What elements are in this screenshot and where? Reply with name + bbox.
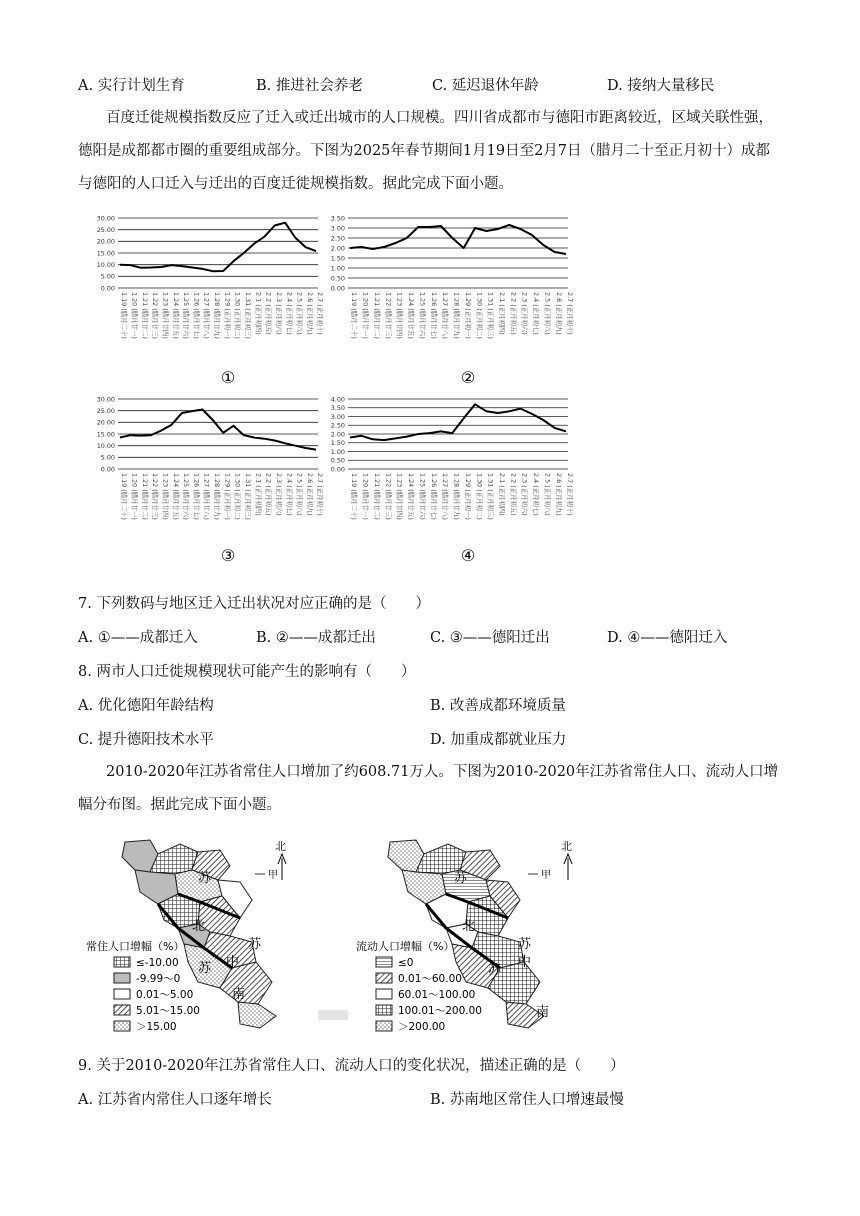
legend-swatch-horiz [376,957,392,967]
x-tick-label: 1.20 (腊月廿一) [130,473,139,520]
q7-option-d: D. ④——德阳迁入 [607,630,728,646]
map-region [238,1002,276,1028]
y-tick-label: 3.00 [330,412,345,421]
x-tick-label: 1.28 (腊月廿九) [213,473,222,520]
x-tick-label: 1.25 (腊月廿六) [182,473,191,520]
right-legend-item-3: 60.01～100.00 [398,989,476,1001]
intro-paragraph-migration: 百度迁徙规模指数反应了迁入或迁出城市的人口规模。四川省成都市与德阳市距离较近，区域关联性强，德阳是成都都市圈的重要组成部分。下图为2025年春节期间1月19日至2月7日（腊月二十至正月初十）成都与德阳的人口迁入与迁出的百度迁徙规模指数。据此完成下面小题。 [78,110,773,192]
left-legend-title: 常住人口增幅（%） [86,940,185,953]
q9-option-a: A. 江苏省内常住人口逐年增长 [78,1092,272,1108]
legend-swatch-grid-r [376,1005,392,1015]
chart-1-panel [86,212,326,387]
y-tick-label: 10.00 [96,260,115,269]
x-tick-label: 1.24 (腊月廿五) [171,292,180,339]
x-tick-label: 2.7 (正月初十) [316,292,325,335]
y-tick-label: 3.00 [330,224,345,233]
x-tick-label: 2.5 (正月初八) [295,473,304,516]
y-tick-label: 20.00 [96,418,115,427]
map-label-su-1-r: 苏 [454,871,468,886]
q7-option-b: B. ②——成都迁出 [256,630,376,646]
x-tick-label: 2.6 (正月初九) [305,292,314,335]
x-tick-label: 1.25 (腊月廿六) [418,473,427,520]
chart-2-panel [316,212,576,387]
y-tick-label: 3.50 [330,214,345,223]
q8-option-c: C. 提升德阳技术水平 [78,732,214,748]
intro-paragraph-jiangsu: 2010-2020年江苏省常住人口增加了约608.71万人。下图为2010-2020年江苏省常住人口、流动人口增幅分布图。据此完成下面小题。 [78,764,779,813]
y-tick-label: 15.00 [96,249,115,258]
x-tick-label: 1.23 (腊月廿四) [395,292,404,339]
y-tick-label: 1.50 [330,439,345,448]
map-label-bei: 北 [192,919,206,934]
x-tick-label: 1.25 (腊月廿六) [418,292,427,339]
y-tick-label: 25.00 [96,225,115,234]
x-tick-label: 1.21 (腊月廿二) [372,292,381,339]
q7-option-c: C. ③——德阳迁出 [430,630,550,646]
y-tick-label: 25.00 [96,406,115,415]
x-tick-label: 1.20 (腊月廿一) [130,292,139,339]
map-label-su-2-r: 苏 [518,937,532,952]
y-tick-label: 2.00 [330,430,345,439]
q6-option-a: A. 实行计划生育 [78,78,185,94]
right-map-floating-population [350,832,590,1032]
map-label-zhong-r: 中 [518,955,532,970]
left-map-resident-population [80,832,320,1032]
x-tick-label: 1.22 (腊月廿三) [151,292,160,339]
y-tick-label: 2.50 [330,234,345,243]
x-tick-label: 2.7 (正月初十) [316,473,325,516]
q7-stem: 7. 下列数码与地区迁入迁出状况对应正确的是（ ） [78,596,430,612]
right-legend-item-1: ≤0 [398,957,414,969]
x-tick-label: 1.27 (腊月廿八) [202,292,211,339]
legend-swatch-diag [114,1005,130,1015]
x-tick-label: 1.28 (腊月廿九) [452,292,461,339]
x-tick-label: 1.29 (正月初一) [463,292,472,339]
x-tick-label: 1.25 (腊月廿六) [182,292,191,339]
x-tick-label: 2.5 (正月初八) [295,292,304,335]
map-region [150,844,198,874]
legend-swatch-gray [114,973,130,983]
x-tick-label: 2.1 (正月初四) [497,473,506,516]
y-tick-label: 0.00 [100,465,115,474]
x-tick-label: 1.30 (正月初二) [475,292,484,339]
x-tick-label: 2.4 (正月初七) [532,473,541,516]
x-tick-label: 1.29 (正月初一) [223,292,232,339]
x-tick-label: 1.31 (正月初三) [243,473,252,520]
map-label-nan-r: 南 [536,1005,550,1020]
x-tick-label: 1.21 (腊月廿二) [372,473,381,520]
x-tick-label: 1.24 (腊月廿五) [407,473,416,520]
series-line [120,410,316,450]
x-tick-label: 1.27 (腊月廿八) [441,473,450,520]
x-tick-label: 2.4 (正月初七) [285,292,294,335]
x-tick-label: 2.2 (正月初五) [509,292,518,335]
x-tick-label: 1.20 (腊月廿一) [361,473,370,520]
right-legend-item-2: 0.01～60.00 [398,973,462,985]
north-label: 北 [275,840,286,853]
chart-number-label: ④ [460,546,476,565]
chart-4-panel [316,393,576,565]
x-tick-label: 2.2 (正月初五) [264,473,273,516]
jia-label-right: 甲 [541,870,551,881]
q8-option-d: D. 加重成都就业压力 [430,732,567,748]
q9-option-b: B. 苏南地区常住人口增速最慢 [430,1092,624,1108]
legend-swatch-dots [114,1021,130,1031]
x-tick-label: 1.29 (正月初一) [223,473,232,520]
y-tick-label: 2.00 [330,244,345,253]
x-tick-label: 2.7 (正月初十) [566,473,575,516]
left-legend [86,939,200,1032]
y-tick-label: 15.00 [96,430,115,439]
x-tick-label: 1.30 (正月初二) [233,292,242,339]
x-tick-label: 1.26 (腊月廿七) [429,473,438,520]
q6-option-c: C. 延迟退休年龄 [432,78,539,94]
q8-stem: 8. 两市人口迁徙规模现状可能产生的影响有（ ） [78,664,416,680]
left-legend-item-3: 0.01～5.00 [136,989,194,1001]
x-tick-label: 1.27 (腊月廿八) [441,292,450,339]
north-arrow-right [561,840,572,880]
map-label-su-3-r: 苏 [488,963,502,978]
x-tick-label: 1.23 (腊月廿四) [161,292,170,339]
x-tick-label: 1.23 (腊月廿四) [161,473,170,520]
x-tick-label: 1.22 (腊月廿三) [384,292,393,339]
x-tick-label: 2.5 (正月初八) [543,473,552,516]
y-tick-label: 10.00 [96,441,115,450]
legend-swatch-dots-r [376,1021,392,1031]
x-tick-label: 1.20 (腊月廿一) [361,292,370,339]
x-tick-label: 1.24 (腊月廿五) [407,292,416,339]
left-legend-item-5: ＞15.00 [136,1021,177,1032]
x-tick-label: 2.6 (正月初九) [305,473,314,516]
x-tick-label: 1.21 (腊月廿二) [140,473,149,520]
chart-3-panel [86,393,326,565]
map-label-nan: 南 [232,987,246,1002]
legend-swatch-grid [114,957,130,967]
chart-number-label: ① [220,368,236,387]
map-label-su-1: 苏 [198,871,212,886]
y-tick-label: 30.00 [96,214,115,223]
x-tick-label: 2.1 (正月初四) [254,473,263,516]
x-tick-label: 1.22 (腊月廿三) [151,473,160,520]
x-tick-label: 1.22 (腊月廿三) [384,473,393,520]
legend-swatch-white-r [376,989,392,999]
y-tick-label: 0.50 [330,274,345,283]
q8-option-b: B. 改善成都环境质量 [430,698,566,714]
x-tick-label: 1.24 (腊月廿五) [171,473,180,520]
chart-number-label: ② [460,368,476,387]
x-tick-label: 1.21 (腊月廿二) [140,292,149,339]
x-tick-label: 1.26 (腊月廿七) [429,292,438,339]
left-legend-item-1: ≤-10.00 [136,957,179,969]
y-tick-label: 0.50 [330,456,345,465]
series-line [350,404,566,440]
map-label-bei-r: 北 [462,919,476,934]
y-tick-label: 1.50 [330,254,345,263]
map-region [416,844,466,874]
map-label-zhong: 中 [226,955,240,970]
y-tick-label: 0.00 [330,284,345,293]
y-tick-label: 5.00 [100,453,115,462]
x-tick-label: 2.7 (正月初十) [566,292,575,335]
y-tick-label: 5.00 [100,272,115,281]
left-legend-item-4: 5.01～15.00 [136,1005,200,1017]
x-tick-label: 1.26 (腊月廿七) [192,292,201,339]
x-tick-label: 1.28 (腊月廿九) [213,292,222,339]
y-tick-label: 0.00 [330,465,345,474]
x-tick-label: 2.2 (正月初五) [264,292,273,335]
y-tick-label: 1.00 [330,447,345,456]
x-tick-label: 1.31 (正月初三) [243,292,252,339]
x-tick-label: 2.4 (正月初七) [285,473,294,516]
x-tick-label: 1.19 (腊月二十) [350,292,359,339]
x-tick-label: 1.28 (腊月廿九) [452,473,461,520]
y-tick-label: 20.00 [96,237,115,246]
chart-number-label: ③ [220,546,236,565]
q7-option-a: A. ①——成都迁入 [78,630,198,646]
y-tick-label: 0.00 [100,284,115,293]
x-tick-label: 2.4 (正月初七) [532,292,541,335]
y-tick-label: 1.00 [330,264,345,273]
x-tick-label: 1.30 (正月初二) [475,473,484,520]
x-tick-label: 2.2 (正月初五) [509,473,518,516]
x-tick-label: 1.19 (腊月二十) [350,473,359,520]
x-tick-label: 1.26 (腊月廿七) [192,473,201,520]
right-legend-title: 流动人口增幅（%） [356,940,455,953]
x-tick-label: 2.6 (正月初九) [554,292,563,335]
q6-option-b: B. 推进社会养老 [256,78,363,94]
q6-option-d: D. 接纳大量移民 [607,78,715,94]
y-tick-label: 30.00 [96,395,115,404]
x-tick-label: 2.3 (正月初六) [274,473,283,516]
x-tick-label: 1.31 (正月初三) [486,473,495,520]
y-tick-label: 2.50 [330,421,345,430]
x-tick-label: 1.19 (腊月二十) [120,292,129,339]
x-tick-label: 2.6 (正月初九) [554,473,563,516]
x-tick-label: 1.19 (腊月二十) [120,473,129,520]
x-tick-label: 2.3 (正月初六) [520,292,529,335]
legend-swatch-diag-r [376,973,392,983]
x-tick-label: 1.27 (腊月廿八) [202,473,211,520]
x-tick-label: 1.29 (正月初一) [463,473,472,520]
x-tick-label: 1.23 (腊月廿四) [395,473,404,520]
x-tick-label: 1.31 (正月初三) [486,292,495,339]
north-label-right: 北 [561,840,572,853]
x-tick-label: 2.3 (正月初六) [520,473,529,516]
q9-stem: 9. 关于2010-2020年江苏省常住人口、流动人口的变化状况，描述正确的是（ ） [78,1058,625,1074]
series-line [350,225,566,254]
x-tick-label: 2.1 (正月初四) [254,292,263,335]
jia-label: 甲 [268,870,278,881]
q8-option-a: A. 优化德阳年龄结构 [78,698,214,714]
left-legend-item-2: -9.99～0 [136,973,181,985]
y-tick-label: 3.50 [330,404,345,413]
x-tick-label: 2.5 (正月初八) [543,292,552,335]
map-label-su-3: 苏 [198,961,212,976]
x-tick-label: 2.1 (正月初四) [497,292,506,335]
watermark-smudge [318,1010,348,1020]
x-tick-label: 2.3 (正月初六) [274,292,283,335]
legend-swatch-white [114,989,130,999]
right-legend-item-5: ＞200.00 [398,1021,446,1032]
y-tick-label: 4.00 [330,395,345,404]
x-tick-label: 1.30 (正月初二) [233,473,242,520]
map-label-su-2: 苏 [248,937,262,952]
right-legend-item-4: 100.01～200.00 [398,1005,482,1017]
